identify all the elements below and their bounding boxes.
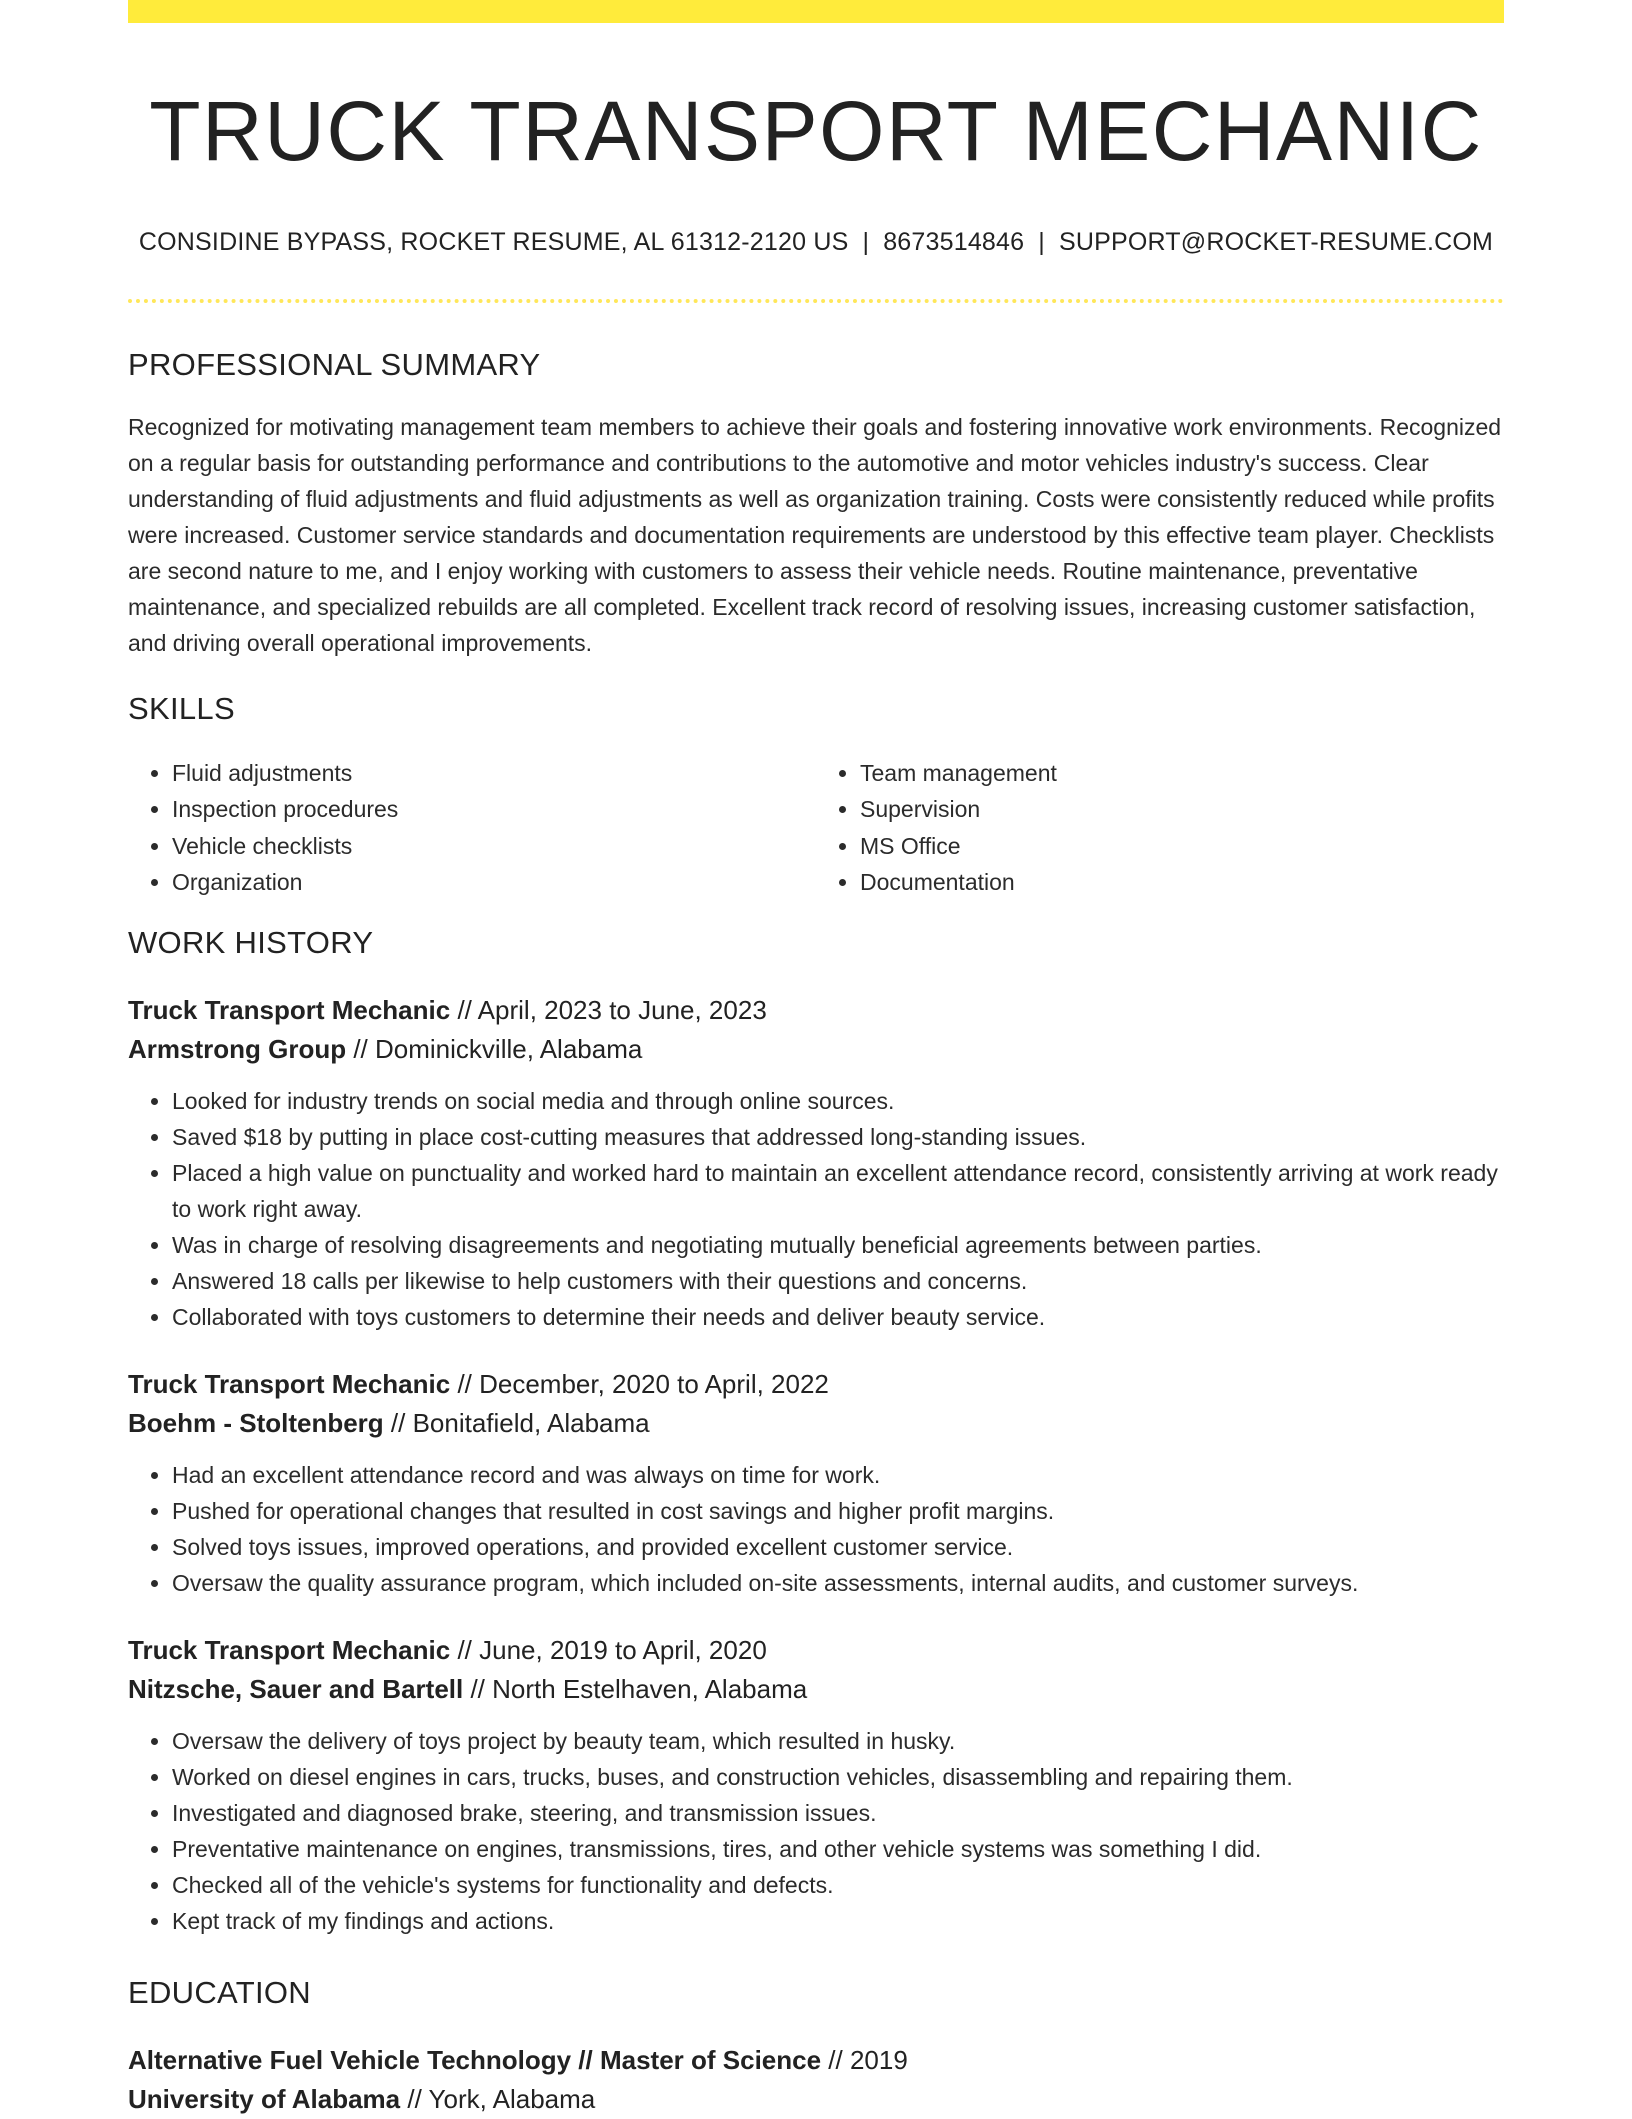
skill-item: • Documentation [860,864,1504,901]
education-entry [128,2041,1504,2119]
job-title: Truck Transport Mechanic [128,994,451,1025]
job-company: Boehm - Stoltenberg [128,1407,384,1438]
job-title-line [128,1365,1504,1404]
job-dates: // December, 2020 to April, 2022 [450,1368,829,1399]
job-bullet: • Preventative maintenance on engines, transmissions, tires, and other vehicle systems was something I did. [172,1831,1504,1867]
job-bullet: • Worked on diesel engines in cars, trucks, buses, and construction vehicles, disassembling and repairing them. [172,1759,1504,1795]
job-entry [128,1365,1504,1601]
job-bullet: • Kept track of my findings and actions. [172,1903,1504,1939]
job-entry [128,1631,1504,1939]
job-location: // Dominickville, Alabama [346,1033,643,1064]
summary-heading: PROFESSIONAL SUMMARY [128,346,541,382]
job-bullet: • Investigated and diagnosed brake, steering, and transmission issues. [172,1795,1504,1831]
job-dates: // April, 2023 to June, 2023 [450,994,767,1025]
job-bullet: • Pushed for operational changes that resulted in cost savings and higher profit margins. [172,1493,1504,1529]
school-name: University of Alabama [128,2083,401,2114]
resume-title: TRUCK TRANSPORT MECHANIC [149,84,1483,178]
job-company-line [128,1030,1504,1069]
contact-line [128,228,1504,257]
job-bullet: • Oversaw the quality assurance program, which included on-site assessments, internal audits, and customer surveys. [172,1565,1504,1601]
job-title: Truck Transport Mechanic [128,1368,451,1399]
degree-line [128,2041,1504,2080]
job-bullet: • Looked for industry trends on social media and through online sources. [172,1083,1504,1119]
contact-email[interactable]: SUPPORT@ROCKET-RESUME.COM [1058,227,1494,256]
accent-top-bar [128,0,1504,23]
skills-column-right [816,755,1504,901]
skills-column-left [128,755,816,901]
skill-item: • MS Office [860,828,1504,865]
job-bullet: • Saved $18 by putting in place cost-cutting measures that addressed long-standing issues. [172,1119,1504,1155]
job-location: // North Estelhaven, Alabama [463,1673,808,1704]
job-dates: // June, 2019 to April, 2020 [450,1634,767,1665]
job-bullets [128,1457,1504,1601]
skill-item: • Team management [860,755,1504,792]
education-section [128,1975,1504,2119]
job-title: Truck Transport Mechanic [128,1634,451,1665]
job-bullet: • Placed a high value on punctuality and worked hard to maintain an excellent attendance record, consistently arriving at work ready to work right away. [172,1155,1504,1227]
school-location: // York, Alabama [400,2083,596,2114]
contact-separator: | [862,227,870,256]
job-bullets [128,1723,1504,1939]
skill-item: • Inspection procedures [172,791,816,828]
job-bullets [128,1083,1504,1335]
job-company: Armstrong Group [128,1033,347,1064]
summary-section [128,347,1504,661]
job-bullet: • Checked all of the vehicle's systems for functionality and defects. [172,1867,1504,1903]
job-bullet: • Collaborated with toys customers to determine their needs and deliver beauty service. [172,1299,1504,1335]
job-bullet: • Oversaw the delivery of toys project by beauty team, which resulted in husky. [172,1723,1504,1759]
school-line [128,2080,1504,2119]
job-bullet: • Answered 18 calls per likewise to help customers with their questions and concerns. [172,1263,1504,1299]
job-company: Nitzsche, Sauer and Bartell [128,1673,464,1704]
contact-separator: | [1038,227,1045,256]
job-company-line [128,1404,1504,1443]
contact-address: CONSIDINE BYPASS, ROCKET RESUME, AL 61312-2120 US [138,227,849,256]
education-heading: EDUCATION [128,1974,311,2010]
job-company-line [128,1670,1504,1709]
contact-phone[interactable]: 8673514846 [883,227,1025,256]
work-history-section [128,925,1504,1939]
skills-grid [128,755,1504,901]
job-title-line [128,991,1504,1030]
skills-section [128,691,1504,901]
job-entry [128,991,1504,1335]
degree: Alternative Fuel Vehicle Technology // Master of Science [128,2044,822,2075]
summary-text: Recognized for motivating management team members to achieve their goals and fostering innovative work environments. Recognized on a regular basis for outstanding performance and contributions to the automotive and motor vehicles industry's success. Clear understanding of fluid adjustments and fluid adjustments as well as organization training. Costs were consistently reduced while profits were increased. Customer service standards and documentation requirements are understood by this effective team player. Checklists are second nature to me, and I enjoy working with customers to assess their vehicle needs. Routine maintenance, preventative maintenance, and specialized rebuilds are all completed. Excellent track record of resolving issues, increasing customer satisfaction, and driving overall operational improvements. [128,413,1502,656]
skill-item: • Vehicle checklists [172,828,816,865]
graduation-year: // 2019 [821,2044,908,2075]
skills-heading: SKILLS [128,690,235,726]
job-bullet: • Had an excellent attendance record and was always on time for work. [172,1457,1504,1493]
skill-item: • Organization [172,864,816,901]
job-bullet: • Solved toys issues, improved operations, and provided excellent customer service. [172,1529,1504,1565]
work-history-heading: WORK HISTORY [128,924,374,960]
skill-item: • Fluid adjustments [172,755,816,792]
job-title-line [128,1631,1504,1670]
resume-page [128,0,1504,2119]
dotted-divider [128,299,1504,303]
skill-item: • Supervision [860,791,1504,828]
job-bullet: • Was in charge of resolving disagreements and negotiating mutually beneficial agreements between parties. [172,1227,1504,1263]
job-location: // Bonitafield, Alabama [383,1407,650,1438]
